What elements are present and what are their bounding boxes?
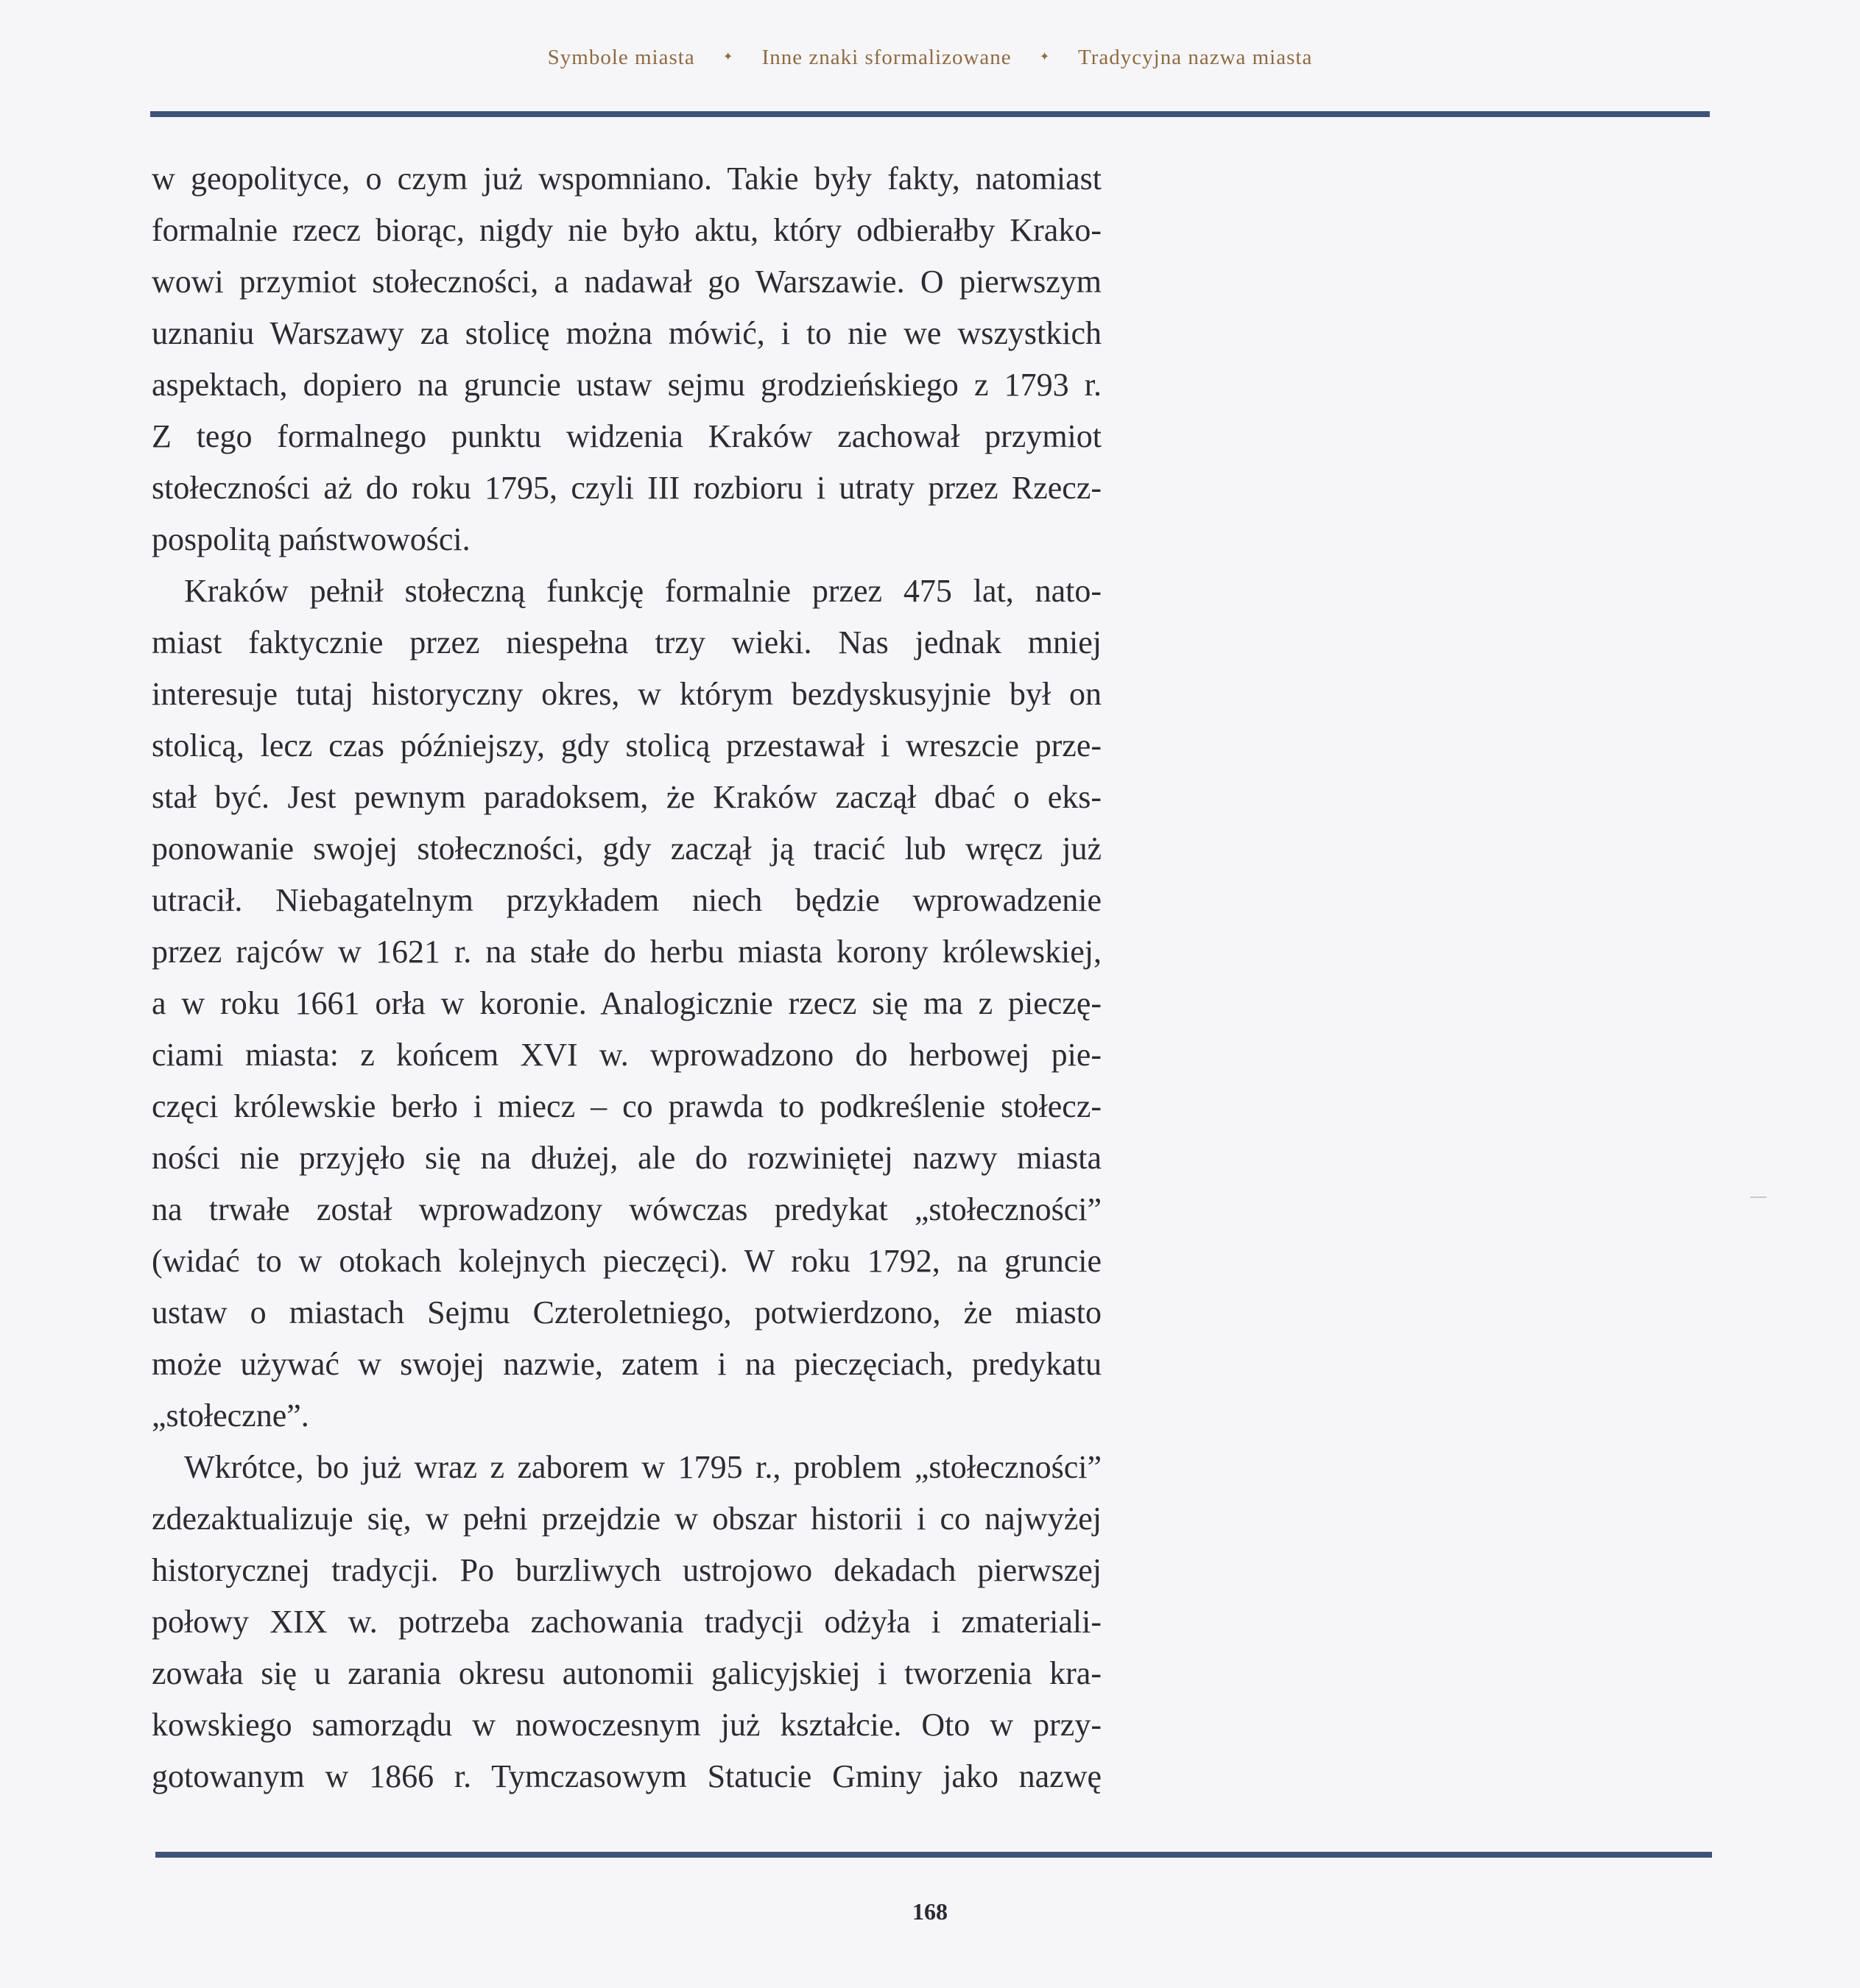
text-line: utracił. Niebagatelnym przykładem niech będzie wprowadzenie [152,882,1102,918]
text-line: przez rajców w 1621 r. na stałe do herbu miasta korony królewskiej, [152,934,1102,970]
text-line: ciami miasta: z końcem XVI w. wprowadzono do herbowej pie- [152,1037,1102,1073]
text-line: kowskiego samorządu w nowoczesnym już kształcie. Oto w przy- [152,1707,1102,1743]
text-line: może używać w swojej nazwie, zatem i na pieczęciach, predykatu [152,1346,1102,1382]
text-line: interesuje tutaj historyczny okres, w którym bezdyskusyjnie był on [152,676,1102,712]
text-line: ponowanie swojej stołeczności, gdy zaczął ją tracić lub wręcz już [152,831,1102,867]
text-line: uznaniu Warszawy za stolicę można mówić, i to nie we wszystkich [152,315,1102,351]
running-head [0,46,1860,70]
text-line: ustaw o miastach Sejmu Czteroletniego, potwierdzono, że miasto [152,1294,1102,1330]
text-line: ności nie przyjęło się na dłużej, ale do rozwiniętej nazwy miasta [152,1140,1102,1176]
text-line: na trwałe został wprowadzony wówczas predykat „stołeczności” [152,1191,1102,1227]
text-line: (widać to w otokach kolejnych pieczęci). W roku 1792, na gruncie [152,1243,1102,1279]
text-line: gotowanym w 1866 r. Tymczasowym Statucie Gminy jako nazwę [152,1758,1102,1794]
running-head-section-2: Inne znaki sformalizowane [761,46,1012,69]
top-rule-divider [150,111,1710,117]
running-head-separator-icon: ✦ [722,51,734,64]
text-line: w geopolityce, o czym już wspomniano. Takie były fakty, natomiast [152,161,1102,197]
text-line: stał być. Jest pewnym paradoksem, że Kraków zaczął dbać o eks- [152,779,1102,815]
text-line: „stołeczne”. [152,1397,309,1434]
paragraph-first-line: Kraków pełnił stołeczną funkcję formalnie przez 475 lat, nato- [184,573,1102,609]
text-line: miast faktycznie przez niespełna trzy wieki. Nas jednak mniej [152,624,1102,660]
bottom-rule-divider [155,1852,1712,1858]
page-number: 168 [912,1898,948,1925]
running-head-section-1: Symbole miasta [547,46,695,69]
text-line: formalnie rzecz biorąc, nigdy nie było aktu, który odbierałby Krako- [152,212,1102,248]
text-line: Z tego formalnego punktu widzenia Kraków zachował przymiot [152,418,1102,454]
paragraph-first-line: Wkrótce, bo już wraz z zaborem w 1795 r., problem „stołeczności” [184,1449,1102,1485]
text-line: połowy XIX w. potrzeba zachowania tradycji odżyła i zmateriali- [152,1604,1102,1640]
text-line: stołeczności aż do roku 1795, czyli III rozbioru i utraty przez Rzecz- [152,470,1102,506]
text-line: wowi przymiot stołeczności, a nadawał go Warszawie. O pierwszym [152,264,1102,300]
running-head-section-3: Tradycyjna nazwa miasta [1078,46,1313,69]
text-line: częci królewskie berło i miecz – co prawda to podkreślenie stołecz- [152,1088,1102,1124]
text-line: zowała się u zarania okresu autonomii galicyjskiej i tworzenia kra- [152,1655,1102,1691]
text-line: zdezaktualizuje się, w pełni przejdzie w obszar historii i co najwyżej [152,1501,1102,1537]
text-line: historycznej tradycji. Po burzliwych ustrojowo dekadach pierwszej [152,1552,1102,1588]
text-line: a w roku 1661 orła w koronie. Analogicznie rzecz się ma z pieczę- [152,985,1102,1021]
text-line: aspektach, dopiero na gruncie ustaw sejmu grodzieńskiego z 1793 r. [152,367,1102,403]
text-line: stolicą, lecz czas późniejszy, gdy stolicą przestawał i wreszcie prze- [152,727,1102,764]
body-text [152,153,1102,1802]
margin-mark [1750,1196,1766,1198]
text-line: pospolitą państwowości. [152,521,471,557]
running-head-separator-icon: ✦ [1039,51,1051,64]
